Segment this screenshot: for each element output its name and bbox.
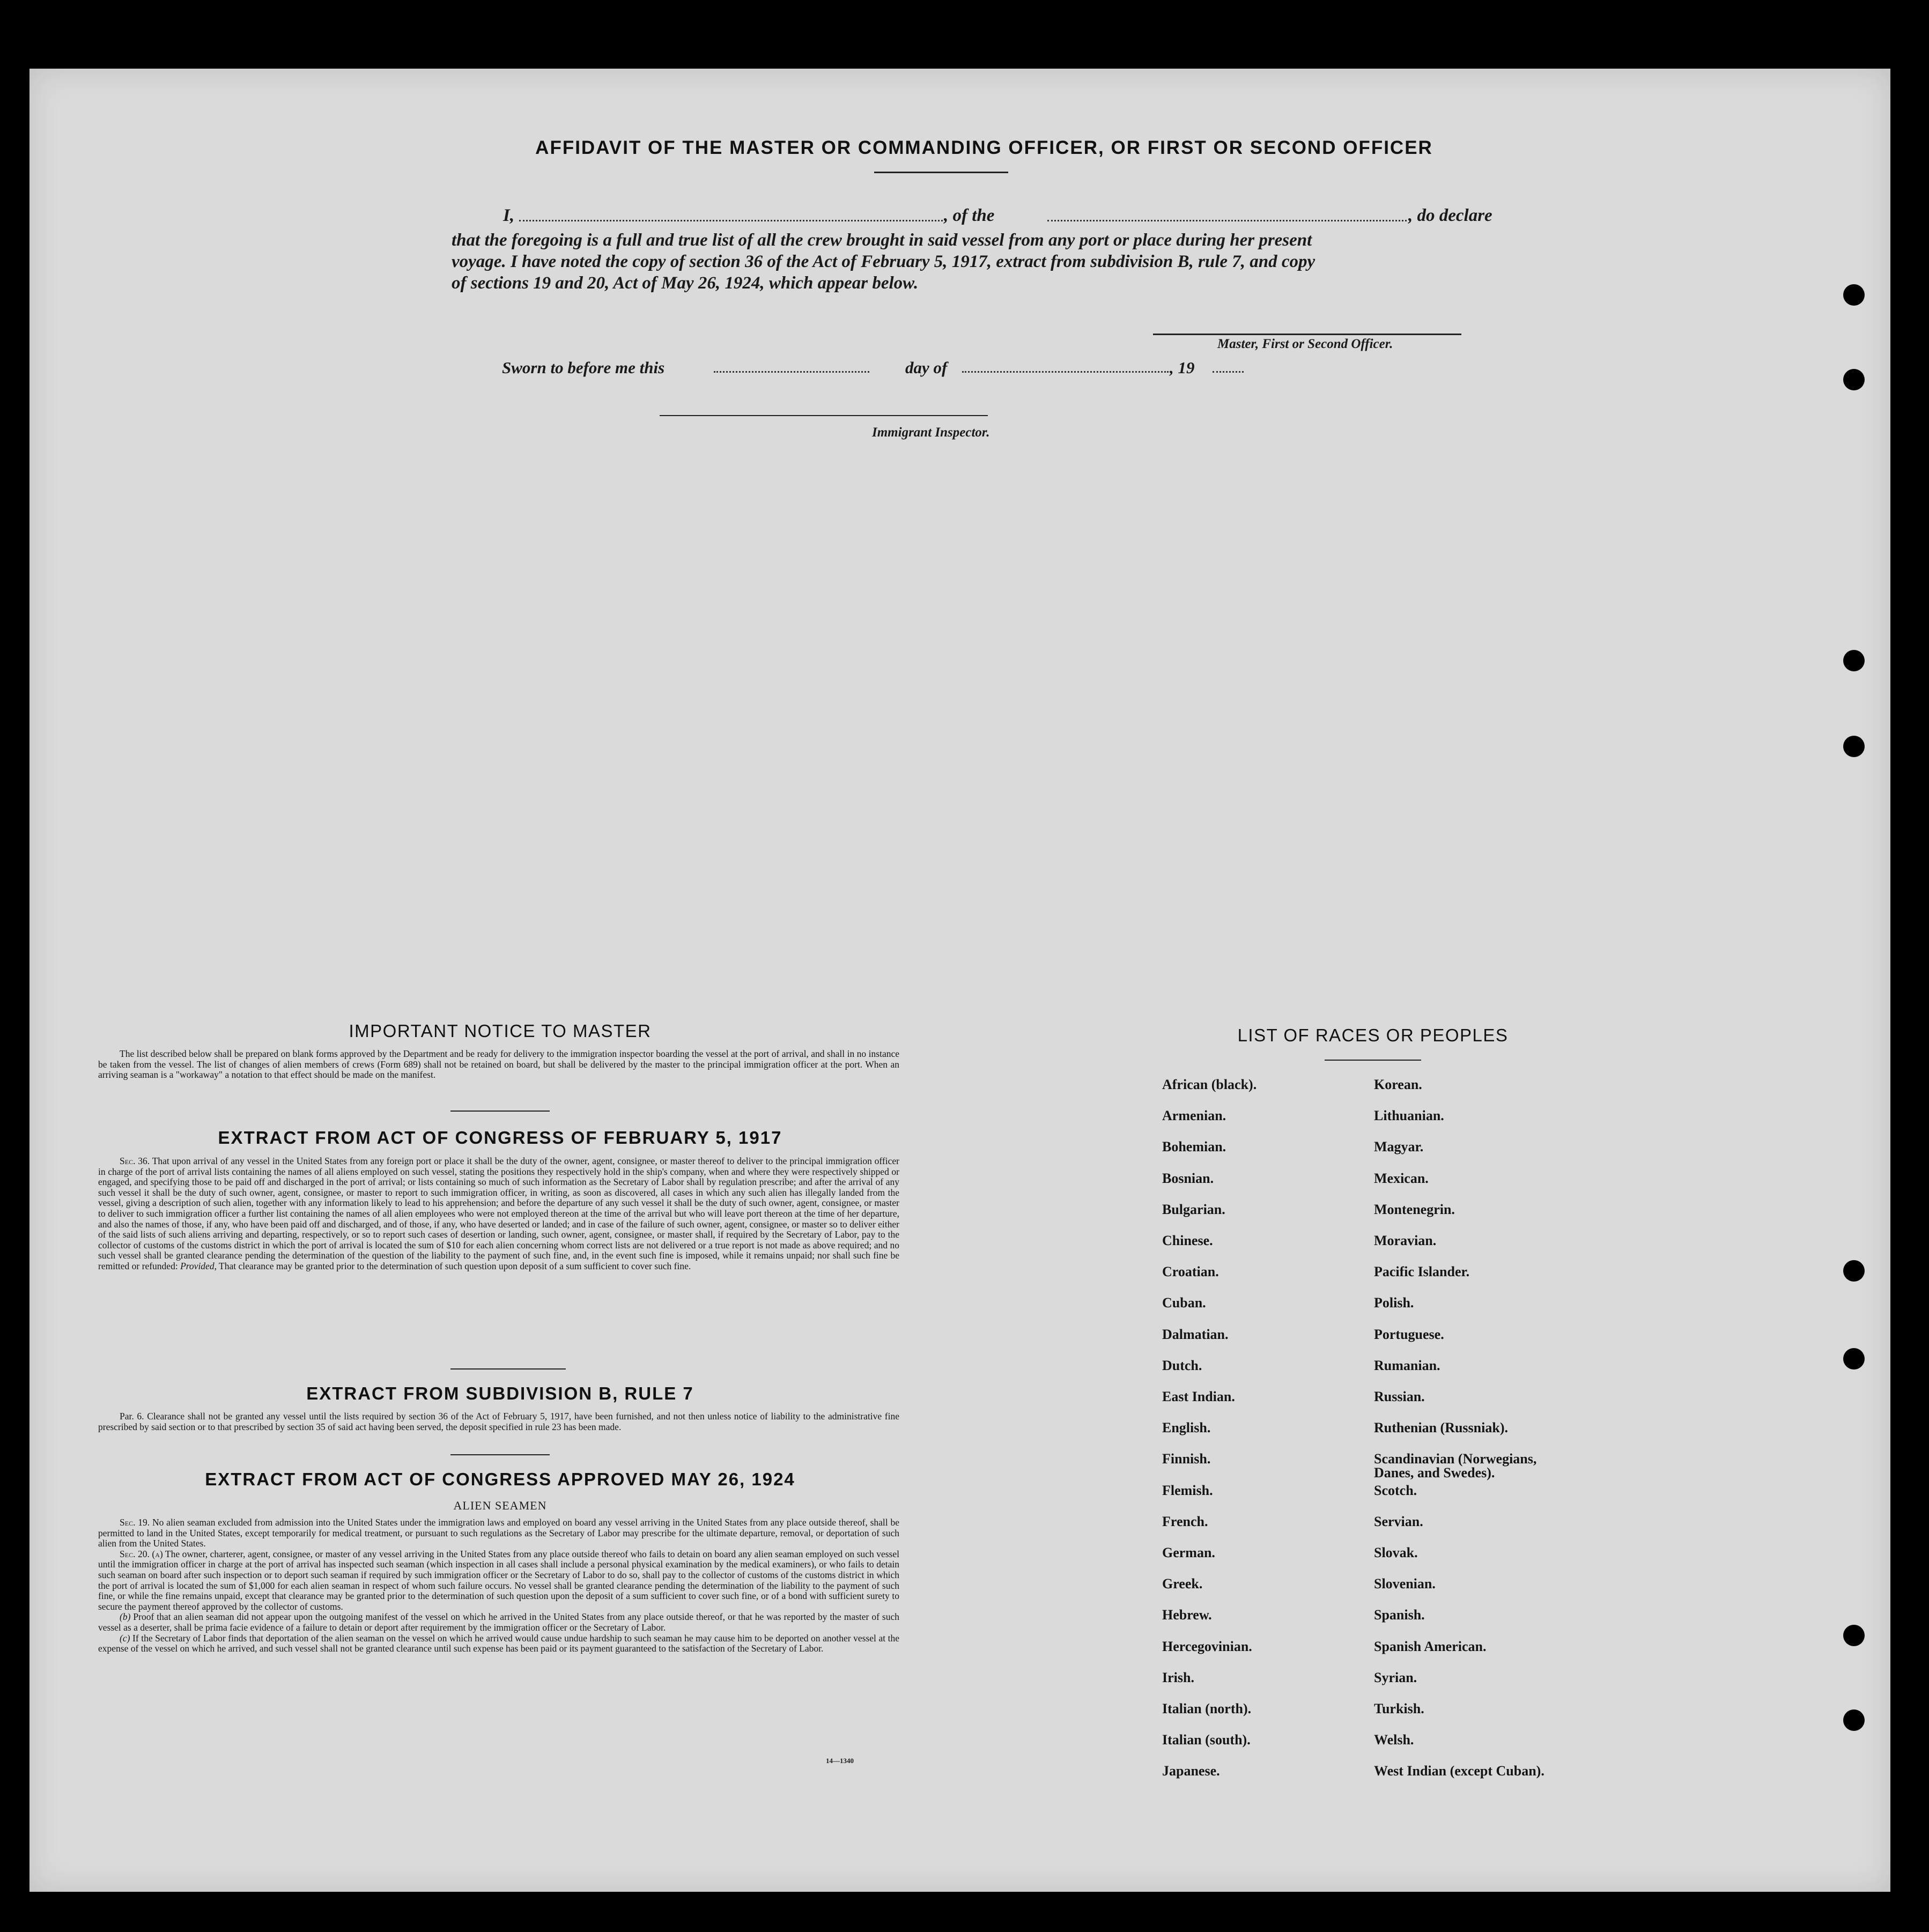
race-item: Servian.	[1374, 1513, 1423, 1529]
affidavit-i-label: I,	[503, 206, 515, 225]
race-item: Greek.	[1162, 1576, 1203, 1592]
year-label: , 19	[1170, 358, 1195, 377]
sworn-day-field[interactable]	[714, 371, 869, 373]
race-item: Rumanian.	[1374, 1357, 1440, 1373]
day-of-label: day of	[905, 358, 948, 377]
race-item: Portuguese.	[1374, 1326, 1444, 1342]
race-item: Finnish.	[1162, 1451, 1211, 1467]
race-item: Armenian.	[1162, 1108, 1226, 1124]
extract-rule7-text	[98, 1411, 899, 1432]
form-number: 14—1340	[826, 1757, 854, 1765]
sworn-year-field[interactable]	[1213, 371, 1244, 373]
race-item: German.	[1162, 1545, 1215, 1560]
extract-rule7-rule	[450, 1454, 550, 1455]
race-item: Hebrew.	[1162, 1607, 1212, 1623]
section-19-paragraph	[98, 1518, 899, 1549]
binder-hole	[1843, 1709, 1865, 1731]
race-item: East Indian.	[1162, 1389, 1235, 1404]
section-20c-text: If the Secretary of Labor finds that deportation of the alien seaman on the vessel on which he arrived would cause undue hardship to such seaman he may cause him to be deported on another vessel at the expense of the vessel on which he arrived, and such vessel shall not be granted clearance until such expense has been paid or its payment guaranteed to the satisfaction of the Secretary of Labor.	[98, 1632, 900, 1654]
officer-name-field[interactable]	[519, 220, 943, 221]
race-item: Japanese.	[1162, 1763, 1220, 1779]
race-item: Italian (north).	[1162, 1701, 1252, 1716]
race-item: Flemish.	[1162, 1482, 1213, 1498]
extract-1917-title: EXTRACT FROM ACT OF CONGRESS OF FEBRUARY 5, 1917	[218, 1128, 782, 1148]
race-item: Polish.	[1374, 1295, 1414, 1311]
provided-label: Provided,	[180, 1260, 217, 1271]
race-item: Spanish.	[1374, 1607, 1425, 1623]
extract-1924-title: EXTRACT FROM ACT OF CONGRESS APPROVED MAY 26, 1924	[205, 1469, 795, 1489]
notice-rule	[450, 1111, 550, 1112]
races-title: LIST OF RACES OR PEOPLES	[1237, 1025, 1509, 1045]
race-item: Bohemian.	[1162, 1139, 1226, 1155]
race-item: West Indian (except Cuban).	[1374, 1763, 1544, 1779]
race-item: Italian (south).	[1162, 1732, 1251, 1748]
section-label: (b)	[120, 1611, 131, 1623]
race-item: French.	[1162, 1513, 1208, 1529]
race-item: Syrian.	[1374, 1669, 1417, 1685]
affidavit-body-line: of sections 19 and 20, Act of May 26, 1924, which appear below.	[452, 273, 919, 293]
vessel-name-field[interactable]	[1047, 220, 1407, 221]
affidavit-of-the-label: , of the	[944, 206, 995, 225]
race-item: Cuban.	[1162, 1295, 1206, 1311]
binder-hole	[1843, 1348, 1865, 1370]
binder-hole	[1843, 650, 1865, 671]
race-item: Mexican.	[1374, 1170, 1429, 1186]
binder-hole	[1843, 284, 1865, 306]
section-19-text: No alien seaman excluded from admission into the United States under the immigration laws and employed on board any vessel arriving in the United States from any place outside thereof, shall be permitted to land in the United States, except temporarily for medical treatment, or pursuant to such regulations as the Secretary of Labor may prescribe for the ultimate departure, removal, or deportation of such alien from the United States.	[98, 1517, 899, 1549]
section-36-paragraph	[98, 1156, 899, 1272]
section-label: Sec. 20. (a)	[120, 1548, 163, 1559]
affidavit-body	[452, 230, 1503, 294]
race-item: Slovenian.	[1374, 1576, 1436, 1592]
race-item: Spanish American.	[1374, 1638, 1487, 1654]
race-item: Chinese.	[1162, 1233, 1213, 1248]
extract-1924-text	[98, 1518, 899, 1654]
section-20b-text: Proof that an alien seaman did not appear upon the outgoing manifest of the vessel on which he arrived in the United States from any place outside thereof, or that he was reported by the master of such vessel as a deserter, shall be prima facie evidence of a failure to detain or deport after requirement by the immigration officer or the Secretary of Labor.	[98, 1611, 900, 1633]
master-caption: Master, First or Second Officer.	[1217, 337, 1393, 351]
affidavit-title-rule	[874, 172, 1008, 173]
notice-paragraph: The list described below shall be prepared on blank forms approved by the Department and be ready for delivery to the immigration inspector boarding the vessel at the port of arrival, and shall in no instance be taken from the vessel. The list of changes of alien members of crews (Form 689) shall not be retained on board, but shall be delivered by the master to the principal immigration officer at the port. When an arriving seaman is a "workaway" a notation to that effect should be made on the manifest.	[98, 1048, 899, 1080]
binder-hole	[1843, 1625, 1865, 1646]
race-item: Dalmatian.	[1162, 1326, 1229, 1342]
inspector-signature-line[interactable]	[660, 415, 988, 416]
race-item: Pacific Islander.	[1374, 1264, 1470, 1280]
race-item: Ruthenian (Russniak).	[1374, 1420, 1508, 1436]
affidavit-title: AFFIDAVIT OF THE MASTER OR COMMANDING OFFICER, OR FIRST OR SECOND OFFICER	[535, 137, 1433, 158]
section-20a-paragraph	[98, 1549, 899, 1612]
race-item: Turkish.	[1374, 1701, 1424, 1716]
race-item: Montenegrin.	[1374, 1201, 1455, 1217]
races-title-rule	[1325, 1060, 1421, 1061]
section-label: Sec. 36.	[120, 1156, 150, 1166]
inspector-caption: Immigrant Inspector.	[872, 425, 990, 440]
binder-hole	[1843, 1260, 1865, 1282]
alien-seamen-subtitle: ALIEN SEAMEN	[453, 1499, 547, 1512]
binder-hole	[1843, 736, 1865, 757]
race-item: Slovak.	[1374, 1545, 1418, 1560]
affidavit-declare-label: , do declare	[1408, 206, 1492, 225]
notice-text	[98, 1049, 899, 1080]
sworn-line	[502, 358, 1253, 380]
race-item: Dutch.	[1162, 1357, 1202, 1373]
race-item: Irish.	[1162, 1669, 1194, 1685]
affidavit-body-line: voyage. I have noted the copy of section 36 of the Act of February 5, 1917, extract from subdivision B, rule 7, and copy	[452, 252, 1315, 271]
binder-hole	[1843, 369, 1865, 390]
section-20c-paragraph	[98, 1633, 899, 1654]
affidavit-body-line: that the foregoing is a full and true list of all the crew brought in said vessel from any port or place during her present	[452, 231, 1312, 250]
extract-1917-text	[98, 1156, 899, 1272]
sworn-month-field[interactable]	[962, 371, 1169, 373]
race-item: Russian.	[1374, 1389, 1425, 1404]
race-item: Bulgarian.	[1162, 1201, 1225, 1217]
master-signature-line[interactable]	[1153, 334, 1461, 335]
race-item: Scotch.	[1374, 1482, 1417, 1498]
race-item: Lithuanian.	[1374, 1108, 1444, 1124]
race-item: Scandinavian (Norwegians, Danes, and Swedes).	[1374, 1451, 1537, 1481]
rule7-paragraph: Par. 6. Clearance shall not be granted any vessel until the lists required by section 36 of the Act of February 5, 1917, have been furnished, and not then unless notice of liability to the administrative fine prescribed by said section or to that prescribed by section 35 of said act having been served, the deposit specified in rule 23 has been made.	[98, 1411, 899, 1432]
race-item: Hercegovinian.	[1162, 1638, 1252, 1654]
race-item: African (black).	[1162, 1077, 1257, 1092]
notice-title: IMPORTANT NOTICE TO MASTER	[349, 1021, 652, 1041]
races-list	[1162, 1077, 1591, 1779]
extract-rule7-title: EXTRACT FROM SUBDIVISION B, RULE 7	[306, 1383, 694, 1403]
section-label: (c)	[120, 1632, 130, 1644]
race-item: Bosnian.	[1162, 1170, 1214, 1186]
race-item: Croatian.	[1162, 1264, 1219, 1280]
race-item: Korean.	[1374, 1077, 1422, 1092]
affidavit-signature-line	[503, 206, 1501, 227]
race-item: English.	[1162, 1420, 1211, 1436]
section-20a-text: The owner, charterer, agent, consignee, or master of any vessel arriving in the United States from any place outside thereof who fails to detain on board any alien seaman employed on such vessel until the immigration officer in charge at the port of arrival has inspected such seaman (which inspection in all cases shall include a personal physical examination by the medical examiners), or who fails to detain such seaman on board after such inspection or to deport such seaman if required by such immigration officer or the Secretary of Labor to do so, shall pay to the collector of customs of the customs district in which the port of arrival is located the sum of $1,000 for each alien seaman in respect of whom such failure occurs. No vessel shall be granted clearance pending the determination of the liability to the payment of such fine, or while the fine remains unpaid, except that clearance may be granted prior to the determination of such question upon the deposit of a sum sufficient to cover such fine, or of a bond with sufficient surety to secure the payment thereof approved by the collector of customs.	[98, 1548, 899, 1612]
section-label: Sec. 19.	[120, 1517, 150, 1528]
extract-1917-rule	[450, 1368, 566, 1370]
section-36-text-end: That clearance may be granted prior to the determination of such question upon deposit of a sum sufficient to cover such fine.	[219, 1260, 691, 1271]
section-20b-paragraph	[98, 1612, 899, 1633]
race-item: Moravian.	[1374, 1233, 1437, 1248]
sworn-label: Sworn to before me this	[502, 358, 665, 377]
section-36-text: That upon arrival of any vessel in the United States from any foreign port or place it shall be the duty of the owner, agent, consignee, or master thereof to deliver to the principal immigration officer in charge of the port of arrival lists containing the names of all aliens employed on such vessel, stating the positions they respectively hold in the ship's company, when and where they were respectively shipped or engaged, and specifying those to be paid off and discharged in the port of arrival; or lists containing so much of such information as the Secretary of Labor shall by regulation prescribe; and after the arrival of any such vessel it shall be the duty of such owner, agent, consignee, or master to report to such immigration officer, in writing, as soon as discovered, all cases in which any such alien has illegally landed from the vessel, giving a description of such alien, together with any information likely to lead to his apprehension; and before the departure of any such vessel it shall be the duty of such owner, agent, consignee, or master to deliver to such immigration officer a further list containing the names of all alien employees who were not employed thereon at the time of the arrival but who will leave port thereon at the time of her departure, and also the names of those, if any, who have been paid off and discharged, and of those, if any, who have deserted or landed; and in case of the failure of such owner, agent, consignee, or master so to deliver either of the said lists of such aliens arriving and departing, respectively, or so to report such cases of desertion or landing, such owner, agent, consignee, or master shall, if required by the Secretary of Labor, pay to the collector of customs of the customs district in which the port of arrival is located the sum of $10 for each alien concerning whom correct lists are not delivered or a true report is not made as above required; and no such vessel shall be granted clearance pending the determination of the question of the liability to the payment of such fine, and, in the event such fine is imposed, while it remains unpaid; nor shall such fine be remitted or refunded:	[98, 1156, 899, 1271]
race-item: Magyar.	[1374, 1139, 1424, 1155]
race-item: Welsh.	[1374, 1732, 1414, 1748]
